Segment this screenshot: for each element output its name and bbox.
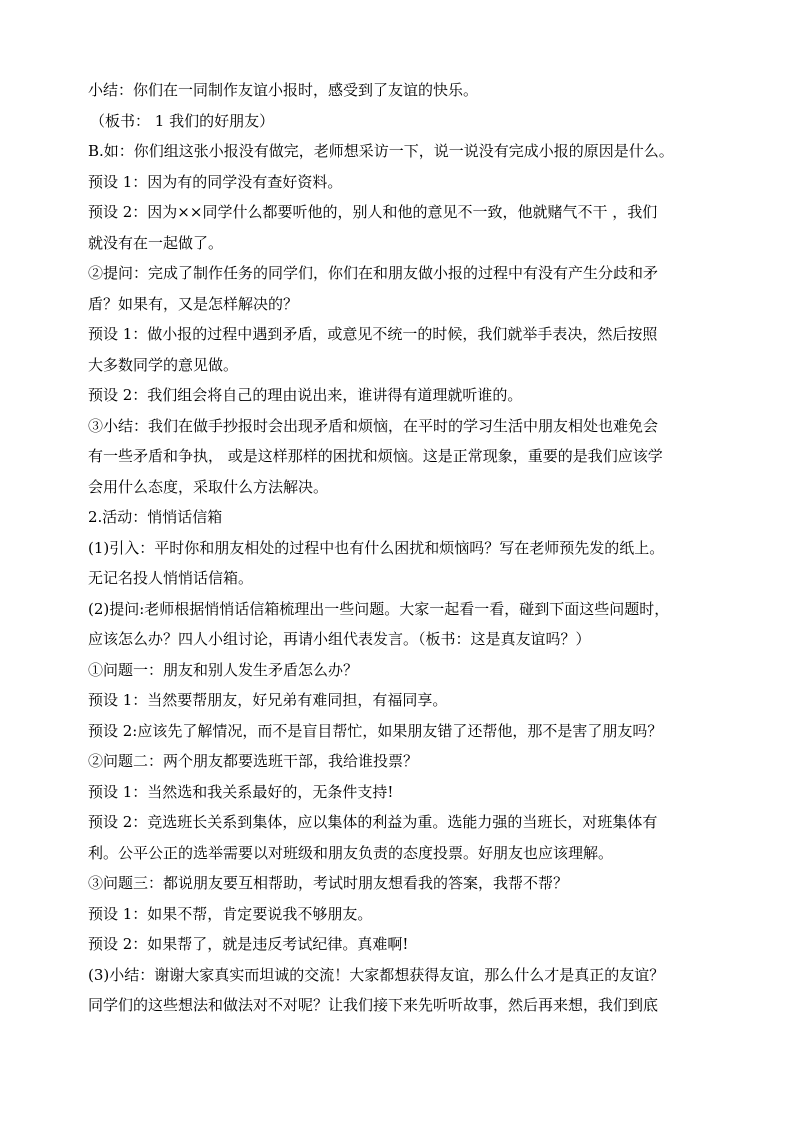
text-line: 就没有在一起做了。 [88, 233, 224, 252]
text-line: 预设 1：做小报的过程中遇到矛盾，或意见不统一的时候，我们就举手表决，然后按照 [88, 325, 658, 343]
text-line: 预设 2：因为××同学什么都要听他的，别人和他的意见不一致，他就赌气不干 ，我们 [88, 203, 658, 221]
text-line: 有一些矛盾和争执， 或是这样那样的困扰和烦恼。这是正常现象，重要的是我们应该学 [88, 447, 663, 465]
text-line: (1)引入：平时你和朋友相处的过程中也有什么困扰和烦恼吗？写在老师预先发的纸上。 [88, 538, 665, 557]
text-line: 预设 2:应该先了解情况，而不是盲目帮忙，如果朋友错了还帮他，那不是害了朋友吗？ [88, 721, 663, 740]
text-line: 小结：你们在一同制作友谊小报时，感受到了友谊的快乐。 [88, 81, 479, 99]
text-line: 利。公平公正的选举需要以对班级和朋友负责的态度投票。好朋友也应该理解。 [88, 843, 614, 862]
text-line: 2.活动：悄悄话信箱 [88, 508, 223, 526]
text-line: ③小结：我们在做手抄报时会出现矛盾和烦恼，在平时的学习生活中朋友相处也难免会 [88, 416, 659, 435]
text-line: ②问题二：两个朋友都要选班干部，我给谁投票？ [88, 752, 419, 770]
text-line: (3)小结：谢谢大家真实而坦诚的交流！大家都想获得友谊，那么什么才是真正的友谊？ [88, 965, 665, 984]
text-line: 预设 1：当然选和我关系最好的，无条件支持! [88, 782, 394, 801]
text-line: (2)提问:老师根据悄悄话信箱梳理出一些问题。大家一起看一看，碰到下面这些问题时， [88, 599, 670, 618]
text-line: 预设 1：如果不帮，肯定要说我不够朋友。 [88, 904, 373, 923]
text-line: 同学们的这些想法和做法对不对呢？让我们接下来先听听故事，然后再来想，我们到底 [88, 996, 659, 1014]
text-line: 预设 2：我们组会将自己的理由说出来，谁讲得有道理就听谁的。 [88, 386, 523, 404]
text-line: ③问题三：都说朋友要互相帮助，考试时朋友想看我的答案，我帮不帮？ [88, 874, 569, 892]
text-line: 预设 1：当然要帮朋友，好兄弟有难同担，有福同享。 [88, 691, 448, 709]
text-line: B.如：你们组这张小报没有做完，老师想采访一下，说一说没有完成小报的原因是什么。 [88, 142, 674, 160]
text-line: （板书： 1 我们的好朋友） [90, 111, 275, 130]
text-line: 预设 2：竞选班长关系到集体，应以集体的利益为重。选能力强的当班长，对班集体有 [88, 813, 658, 831]
text-line: 会用什么态度，采取什么方法解决。 [88, 477, 329, 496]
text-line: 预设 2：如果帮了，就是违反考试纪律。真难啊! [88, 935, 409, 953]
text-line: 无记名投人悄悄话信箱。 [88, 569, 254, 587]
text-line: 大多数同学的意见做。 [88, 355, 239, 374]
text-line: ②提问：完成了制作任务的同学们，你们在和朋友做小报的过程中有没有产生分歧和矛 [88, 264, 659, 282]
document-page [88, 75, 716, 1021]
text-line: 应该怎么办？四人小组讨论，再请小组代表发言。（板书：这是真友谊吗？） [88, 630, 591, 648]
text-line: 预设 1：因为有的同学没有查好资料。 [88, 172, 343, 191]
text-line: 盾？如果有，又是怎样解决的？ [88, 294, 299, 313]
text-line: ①问题一：朋友和别人发生矛盾怎么办？ [88, 660, 359, 679]
